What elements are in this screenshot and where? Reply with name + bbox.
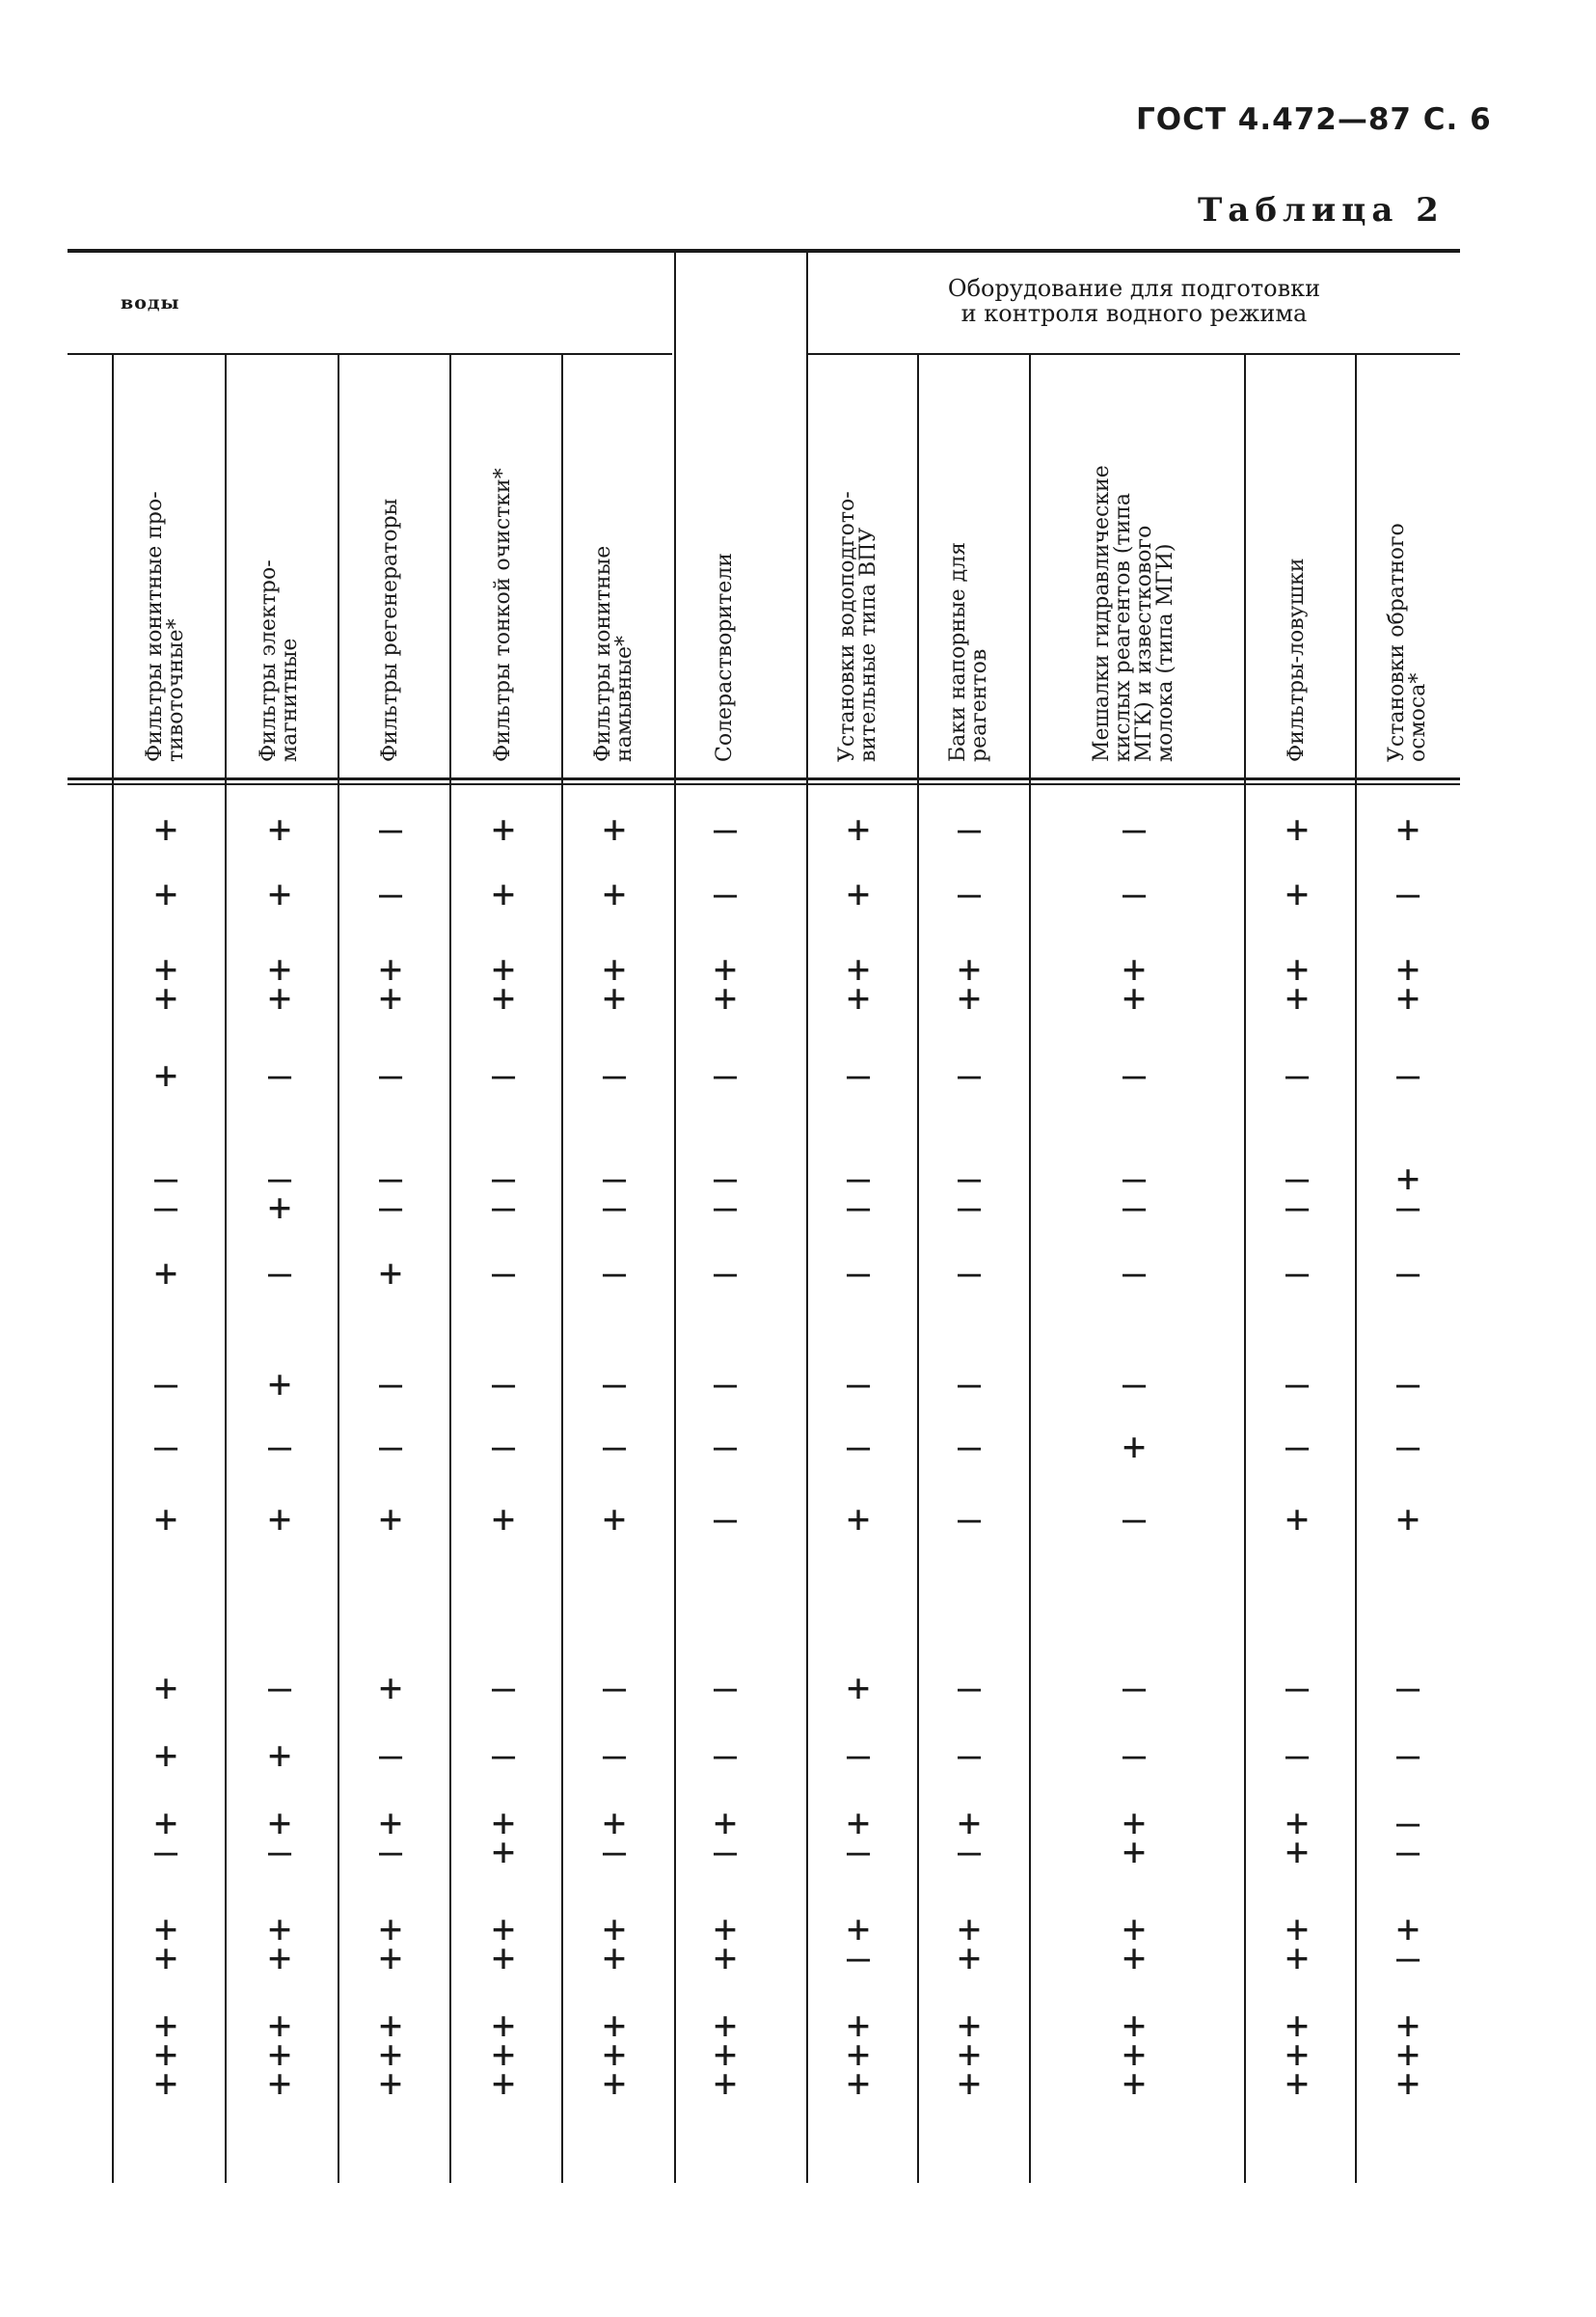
table-cell: + + + [846, 2004, 871, 2106]
table-cell: — — [153, 1157, 178, 1230]
table-cell: — [491, 1666, 516, 1710]
table-cell: — [1285, 1053, 1310, 1098]
table-cell: + + + [1122, 2004, 1147, 2106]
column-divider [338, 355, 339, 2183]
table-cell: + + [1122, 947, 1147, 1021]
table-cell: + + + [1395, 2004, 1420, 2106]
table-cell: + [491, 1497, 516, 1541]
table-cell: + — [602, 1801, 627, 1874]
table-cell: + + [602, 947, 627, 1021]
table-cell: + [491, 807, 516, 852]
column-header-rule [68, 777, 1460, 780]
table-cell: + [153, 807, 178, 852]
table-cell: — [602, 1733, 627, 1778]
table-cell: — [1395, 1053, 1420, 1098]
table-cell: — [846, 1251, 871, 1295]
table-cell: — [957, 807, 982, 852]
table-cell: + [267, 1362, 292, 1406]
table-cell: — [491, 1425, 516, 1469]
column-divider [1244, 355, 1246, 2183]
table-cell: + — [846, 1907, 871, 1980]
table-cell: — — [378, 1157, 403, 1230]
table-cell: + [846, 872, 871, 916]
table-cell: — [957, 872, 982, 916]
table-cell: — [378, 872, 403, 916]
table-cell: — [1285, 1733, 1310, 1778]
table-cell: — [1395, 1666, 1420, 1710]
table-cell: — [846, 1362, 871, 1406]
table-cell: — [957, 1362, 982, 1406]
column-divider [225, 355, 227, 2183]
table-cell: + [1285, 1497, 1310, 1541]
table-cell: — [846, 1425, 871, 1469]
table-cell: — [267, 1251, 292, 1295]
table-cell: + + [378, 947, 403, 1021]
column-divider [917, 355, 919, 2183]
table-cell: — [846, 1053, 871, 1098]
column-header: Фильтры-ловушки [1285, 558, 1309, 762]
column-header: Фильтры ионитные про- тивоточные* [143, 491, 188, 762]
table-cell: + — [957, 1801, 982, 1874]
table-cell: + + [957, 1907, 982, 1980]
column-header: Фильтры ионитные намывные* [591, 545, 636, 762]
table-cell: — [713, 807, 738, 852]
table-cell: + [267, 807, 292, 852]
column-divider [806, 253, 808, 2183]
table-cell: + [1122, 1425, 1147, 1469]
column-divider [1029, 355, 1031, 2183]
table-cell: — — [1122, 1157, 1147, 1230]
table-cell: + + [153, 947, 178, 1021]
table-cell: — [378, 1425, 403, 1469]
column-header: Установки обратного осмоса* [1385, 523, 1430, 762]
table-cell: + + [1395, 947, 1420, 1021]
column-header: Фильтры тонкой очистки* [491, 468, 515, 762]
group-header-left: воды [121, 292, 180, 313]
table-cell: + + [1122, 1801, 1147, 1874]
table-cell: — [267, 1666, 292, 1710]
table-cell: — [1285, 1251, 1310, 1295]
table-cell: — [1122, 1362, 1147, 1406]
table-cell: + + [1285, 1907, 1310, 1980]
table-cell: — [713, 1053, 738, 1098]
column-divider [674, 253, 676, 2183]
table-cell: + — [713, 1801, 738, 1874]
table-cell: + + [491, 1801, 516, 1874]
table-cell: — [1122, 1053, 1147, 1098]
table-cell: — [491, 1053, 516, 1098]
table-cell: — [378, 1733, 403, 1778]
table-cell: + [846, 1497, 871, 1541]
table-cell: — [491, 1362, 516, 1406]
table-cell: + — [1395, 1907, 1420, 1980]
table-cell: — [491, 1251, 516, 1295]
table-cell: — [491, 1733, 516, 1778]
table-cell: — [957, 1666, 982, 1710]
table-cell: + + [153, 1907, 178, 1980]
table-cell: + + + [957, 2004, 982, 2106]
table-cell: — [602, 1425, 627, 1469]
table-cell: — [713, 1497, 738, 1541]
table-cell: + [267, 1497, 292, 1541]
table-cell: — — [602, 1157, 627, 1230]
table-cell: + [267, 1733, 292, 1778]
column-divider [112, 355, 114, 2183]
table-cell: — [1122, 807, 1147, 852]
table-cell: — [713, 872, 738, 916]
table-cell: — [153, 1362, 178, 1406]
table-cell: — [1122, 1497, 1147, 1541]
table-cell: + + [491, 947, 516, 1021]
table-cell: — [267, 1053, 292, 1098]
table-cell: + + [713, 1907, 738, 1980]
table-cell: — — [713, 1157, 738, 1230]
table-cell: — [1285, 1425, 1310, 1469]
table-cell: — — [957, 1157, 982, 1230]
table-cell: — [957, 1251, 982, 1295]
table-cell: + [491, 872, 516, 916]
table-cell: + + + [713, 2004, 738, 2106]
column-header-rule-second [68, 783, 1460, 785]
table-cell: — [957, 1053, 982, 1098]
table-cell: — [713, 1425, 738, 1469]
table-cell: + + + [602, 2004, 627, 2106]
group-header-right: Оборудование для подготовки и контроля водного режима [947, 275, 1321, 327]
table-cell: + + + [267, 2004, 292, 2106]
table-cell: + [267, 872, 292, 916]
table-cell: — — [846, 1157, 871, 1230]
table-cell: + [153, 872, 178, 916]
table-cell: + [1395, 807, 1420, 852]
table-cell: — [1122, 1251, 1147, 1295]
table-cell: + [153, 1733, 178, 1778]
column-header: Фильтры электро- магнитные [257, 559, 302, 762]
table-cell: + + + [378, 2004, 403, 2106]
table-cell: — + [267, 1157, 292, 1230]
table-caption: Таблица 2 [1198, 191, 1445, 230]
table-cell: + + [1122, 1907, 1147, 1980]
table-cell: + + [1285, 1801, 1310, 1874]
table-cell: — [1122, 1666, 1147, 1710]
table-cell: + + + [491, 2004, 516, 2106]
table-cell: — [713, 1733, 738, 1778]
table-cell: + + [713, 947, 738, 1021]
table-cell: + [846, 1666, 871, 1710]
table-cell: — [1395, 1425, 1420, 1469]
table-cell: — [602, 1666, 627, 1710]
table-cell: — [957, 1425, 982, 1469]
table-cell: + + [491, 1907, 516, 1980]
table-cell: + + [602, 1907, 627, 1980]
table-cell: — [378, 1053, 403, 1098]
table-cell: — [1395, 1251, 1420, 1295]
table-cell: — [267, 1425, 292, 1469]
table-cell: — [1122, 872, 1147, 916]
table-cell: + + [267, 947, 292, 1021]
table-cell: — — [491, 1157, 516, 1230]
table-cell: + [153, 1497, 178, 1541]
table-cell: + [153, 1251, 178, 1295]
column-divider [561, 355, 563, 2183]
column-header: Фильтры регенераторы [378, 498, 402, 762]
table-cell: + [846, 807, 871, 852]
table-cell: + [602, 1497, 627, 1541]
column-header: Баки напорные для реагентов [946, 541, 991, 762]
table-cell: + — [378, 1801, 403, 1874]
column-divider [1355, 355, 1357, 2183]
table-cell: — [957, 1733, 982, 1778]
table-top-rule [68, 249, 1460, 253]
table-cell: + — [153, 1801, 178, 1874]
table-cell: — [713, 1251, 738, 1295]
table-cell: — [602, 1251, 627, 1295]
table-cell: — [378, 1362, 403, 1406]
table-cell: — [602, 1053, 627, 1098]
table-cell: + + [846, 947, 871, 1021]
table-cell: + [1395, 1497, 1420, 1541]
table-cell: + [602, 807, 627, 852]
table-cell: — [378, 807, 403, 852]
column-header: Солерастворители [713, 553, 737, 762]
table-cell: + [378, 1251, 403, 1295]
table-cell: + + [957, 947, 982, 1021]
table-cell: + — [1395, 1157, 1420, 1230]
table-cell: + — [267, 1801, 292, 1874]
table-cell: — — [1395, 1801, 1420, 1874]
column-header: Мешалки гидравлические кислых реагентов (типа МГК) и известкового молока (типа МГИ) [1090, 465, 1177, 762]
table-cell: — [1395, 1733, 1420, 1778]
table-cell: + + [267, 1907, 292, 1980]
table-cell: — [602, 1362, 627, 1406]
table-cell: + [1285, 807, 1310, 852]
table-cell: + + + [153, 2004, 178, 2106]
table-cell: — [957, 1497, 982, 1541]
table-cell: — [1395, 872, 1420, 916]
document-header: ГОСТ 4.472—87 С. 6 [1136, 102, 1492, 137]
table-cell: — [713, 1362, 738, 1406]
column-divider [449, 355, 451, 2183]
table-cell: + + [378, 1907, 403, 1980]
table-cell: — [713, 1666, 738, 1710]
table-cell: + [602, 872, 627, 916]
table-cell: — [153, 1425, 178, 1469]
table-cell: — [846, 1733, 871, 1778]
table-cell: + [378, 1497, 403, 1541]
table-cell: — [1285, 1666, 1310, 1710]
table-cell: + [153, 1666, 178, 1710]
table-cell: + [378, 1666, 403, 1710]
table-cell: + + + [1285, 2004, 1310, 2106]
table-cell: — [1285, 1362, 1310, 1406]
column-header: Установки водоподгото- вительные типа ВПУ [835, 491, 880, 762]
table-cell: — — [1285, 1157, 1310, 1230]
table-cell: + — [846, 1801, 871, 1874]
table-cell: + [1285, 872, 1310, 916]
table-cell: — [1395, 1362, 1420, 1406]
table-cell: — [1122, 1733, 1147, 1778]
table-cell: + + [1285, 947, 1310, 1021]
table-cell: + [153, 1053, 178, 1098]
